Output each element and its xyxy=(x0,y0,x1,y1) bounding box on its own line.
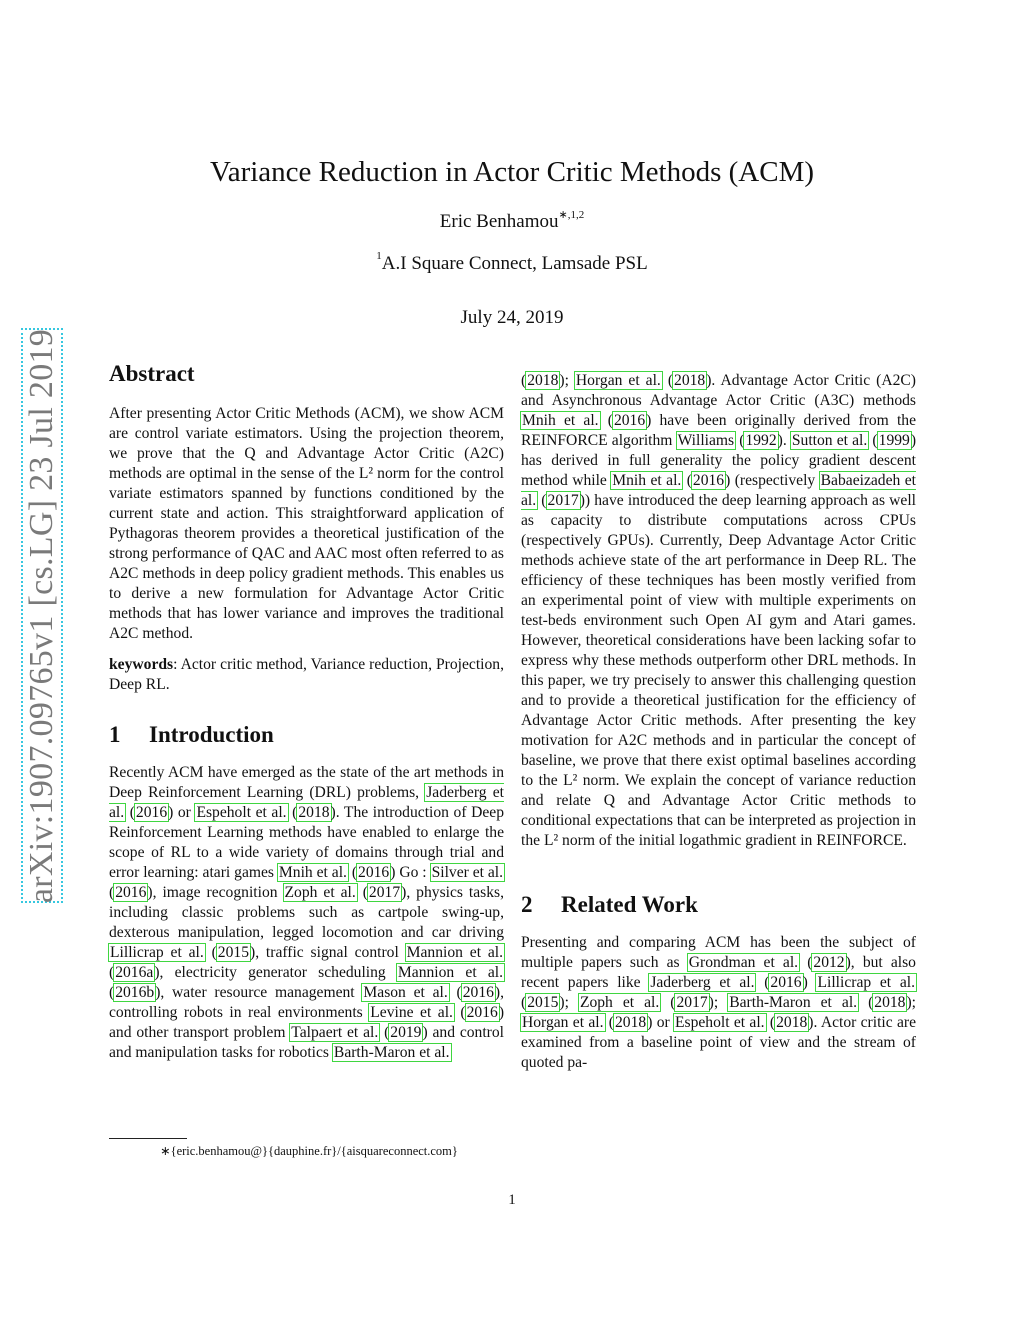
arxiv-stamp-text: arXiv:1907.09765v1 [cs.LG] 23 Jul 2019 xyxy=(23,328,61,903)
citation-year-link[interactable]: 2019 xyxy=(390,1024,422,1041)
footnote-rule xyxy=(109,1138,187,1139)
affiliation-text: A.I Square Connect, Lamsade PSL xyxy=(381,253,648,274)
citation-link[interactable]: Zoph et al. xyxy=(579,994,660,1011)
text-run: or xyxy=(656,1014,670,1031)
citation-year-link[interactable]: 2018 xyxy=(615,1014,647,1031)
text-run: , but also recent papers like xyxy=(521,954,916,991)
citation-year-link[interactable]: 2016 xyxy=(462,984,494,1001)
citation-link[interactable]: Zoph et al. xyxy=(284,884,356,901)
keywords-paragraph xyxy=(109,655,504,695)
citation-year-link[interactable]: 2018 xyxy=(776,1014,808,1031)
citation-link[interactable]: Babaeizadeh et al. xyxy=(521,472,916,509)
citation-link[interactable]: Barth-Maron et al. xyxy=(729,994,858,1011)
text-run: , water resource management xyxy=(160,984,355,1001)
text-run: The introduction of Deep Reinforcement Learning methods have enabled to enlarge the scope of RL to a wide variety of domains through trial and error learning: atari games xyxy=(109,804,504,881)
citation-link[interactable]: Horgan et al. xyxy=(522,1014,604,1031)
text-run: Recently ACM have emerged as the state of the art methods in Deep Reinforcement Learning (DRL) problems, xyxy=(109,764,504,801)
abstract-heading: Abstract xyxy=(109,361,195,386)
author-name: Eric Benhamou xyxy=(439,211,559,232)
citation-link[interactable]: Barth-Maron et al. xyxy=(333,1044,450,1061)
text-run: Advantage Actor Critic (A2C) and Asynchronous Advantage Actor Critic (A3C) methods xyxy=(521,372,916,409)
section-heading-related-work xyxy=(521,892,916,917)
citation-year-link[interactable]: 1999 xyxy=(878,432,910,449)
citation-year-link[interactable]: 2017 xyxy=(676,994,708,1011)
text-run: . Actor critic are examined from a baseline point of view and the stream of quoted pa- xyxy=(521,1014,917,1071)
citation-link[interactable]: Mannion et al. xyxy=(397,964,503,981)
text-run: has derived in full generality the policy gradient descent method while xyxy=(521,452,916,489)
citation-link[interactable]: Lillicrap et al. xyxy=(817,974,916,991)
citation-link[interactable]: Williams xyxy=(677,432,735,449)
affiliation-mark: 1 xyxy=(376,250,382,262)
section-title: Related Work xyxy=(561,892,698,917)
arxiv-identifier-stamp[interactable] xyxy=(21,328,63,903)
text-run: or xyxy=(177,804,191,821)
text-run: and other transport problem xyxy=(109,1024,286,1041)
paper-date: July 24, 2019 xyxy=(460,307,564,328)
citation-link[interactable]: Espeholt et al. xyxy=(675,1014,765,1031)
keywords-label: keywords xyxy=(109,656,174,673)
citation-link[interactable]: Levine et al. xyxy=(370,1004,453,1021)
citation-year-link[interactable]: 2012 xyxy=(813,954,845,971)
citation-link[interactable]: Mason et al. xyxy=(363,984,448,1001)
paper-title: Variance Reduction in Actor Critic Methods (ACM) xyxy=(209,156,815,188)
citation-link[interactable]: Jaderberg et al. xyxy=(109,784,504,821)
page-number: 1 xyxy=(508,1192,516,1208)
citation-year-link[interactable]: 2016a xyxy=(115,964,154,981)
footnote-email: ∗{eric.benhamou@}{dauphine.fr}/{aisquareconnect.com} xyxy=(160,1144,458,1158)
author-line xyxy=(0,211,1024,233)
citation-year-link[interactable]: 2018 xyxy=(298,804,330,821)
introduction-paragraph: Recently ACM have emerged as the state of the art methods in Deep Reinforcement Learning (DRL) problems, Jaderberg et al. (2016) or Espeholt et al. (2018). The introduction of Deep Reinforcement Learning methods have enabled to enlarge the scope of RL to a wide variety of domains through trial and error learning: atari games Mnih et al. (2016) Go : Silver et al. (2016), image recognition Zoph et al. (2017), physics tasks, including classic problems such as cartpole swing-up, dexterous manipulation, legged locomotion and car driving Lillicrap et al. (2015), traffic signal control Mannion et al. (2016a), electricity generator scheduling Mannion et al. (2016b), water resource management Mason et al. (2016), controlling robots in real environments Levine et al. (2016) and other transport problem Talpaert et al. (2019) and control and manipulation tasks for robotics Barth-Maron et al. xyxy=(109,764,505,1061)
text-run: (respectively xyxy=(734,472,816,489)
text-run: Go : xyxy=(399,864,427,881)
citation-link[interactable]: Lillicrap et al. xyxy=(110,944,204,961)
citation-link[interactable]: Espeholt et al. xyxy=(196,804,287,821)
affiliation-line xyxy=(0,250,1024,275)
author-marks: ∗,1,2 xyxy=(558,209,585,221)
text-run: Presenting and comparing ACM has been the subject of multiple papers such as xyxy=(521,934,916,971)
citation-link[interactable]: Jaderberg et al. xyxy=(650,974,755,991)
introduction-continued-paragraph: (2018); Horgan et al. (2018). Advantage Actor Critic (A2C) and Asynchronous Advantage Actor Critic (A3C) methods Mnih et al. (2016) have been originally derived from the REINFORCE algorithm Williams (1992). Sutton et al. (1999) has derived in full generality the policy gradient descent method while Mnih et al. (2016) (respectively Babaeizadeh et al. (2017)) have introduced the deep learning approach as well as capacity to distribute computations across CPUs (respectively GPUs). Currently, Deep Advantage Actor Critic methods achieve state of the art performance in Deep RL. The efficiency of these techniques has been mostly verified from an experimental point of view with multiple experiments on test-beds environment such Open AI gym and Atari games. However, theoretical considerations have been lacking sofar to express why these methods outperform other DRL methods. In this paper, we try precisely to answer this challenging question and to provide a theoretical justification for the efficiency of Advantage Actor Critic methods. After presenting the key motivation for A2C methods and in particular the concept of baseline, we prove that there exist optimal baselines according to the L² norm. We explain the concept of variance reduction and relate Q and Advantage Actor Critic methods to conditional expectations that can be interpreted as projection in the L² norm of the initial logathmic gradient in REINFORCE. xyxy=(521,372,917,849)
citation-year-link[interactable]: 2016b xyxy=(115,984,155,1001)
section-title: Introduction xyxy=(149,722,274,747)
text-run: have been originally derived from the REINFORCE algorithm xyxy=(521,412,917,449)
citation-year-link[interactable]: 2016 xyxy=(135,804,168,821)
citation-year-link[interactable]: 1992 xyxy=(745,432,777,449)
citation-year-link[interactable]: 2016 xyxy=(466,1004,498,1021)
citation-year-link[interactable]: 2016 xyxy=(770,974,802,991)
citation-link[interactable]: Mnih et al. xyxy=(612,472,682,489)
citation-year-link[interactable]: 2016 xyxy=(613,412,646,429)
citation-link[interactable]: Mannion et al. xyxy=(406,944,504,961)
section-heading-introduction xyxy=(109,722,504,747)
text-run: , traffic signal control xyxy=(255,944,399,961)
related-work-paragraph: Presenting and comparing ACM has been the subject of multiple papers such as Grondman et al. (2012), but also recent papers like Jaderberg et al. (2016) Lillicrap et al. (2015); Zoph et al. (2017); Barth-Maron et al. (2018); Horgan et al. (2018) or Espeholt et al. (2018). Actor critic are examined from a baseline point of view and the stream of quoted pa- xyxy=(521,934,917,1071)
citation-link[interactable]: Horgan et al. xyxy=(575,372,661,389)
citation-link[interactable]: Sutton et al. xyxy=(791,432,868,449)
keywords-text: : Actor critic method, Variance reduction, Projection, Deep RL. xyxy=(109,656,504,693)
text-run: , controlling robots in real environments xyxy=(109,984,505,1021)
citation-link[interactable]: Silver et al. xyxy=(431,864,504,881)
text-run: , electricity generator scheduling xyxy=(159,964,386,981)
citation-year-link[interactable]: 2016 xyxy=(115,884,147,901)
citation-year-link[interactable]: 2017 xyxy=(368,884,401,901)
citation-link[interactable]: Mnih et al. xyxy=(278,864,347,881)
text-run: , image recognition xyxy=(152,884,278,901)
citation-year-link[interactable]: 2015 xyxy=(217,944,249,961)
citation-year-link[interactable]: 2015 xyxy=(527,994,559,1011)
citation-link[interactable]: Grondman et al. xyxy=(688,954,799,971)
citation-link[interactable]: Talpaert et al. xyxy=(291,1024,379,1041)
citation-year-link[interactable]: 2018 xyxy=(527,372,559,389)
text-run: and control and manipulation tasks for robotics xyxy=(109,1024,505,1061)
text-run: , physics tasks, including classic problems such as cartpole swing-up, dexterous manipulation, legged locomotion and car driving xyxy=(109,884,504,941)
citation-year-link[interactable]: 2018 xyxy=(874,994,906,1011)
citation-year-link[interactable]: 2016 xyxy=(358,864,390,881)
citation-year-link[interactable]: 2016 xyxy=(692,472,725,489)
citation-year-link[interactable]: 2018 xyxy=(674,372,706,389)
citation-year-link[interactable]: 2017 xyxy=(547,492,579,509)
citation-link[interactable]: Mnih et al. xyxy=(522,412,599,429)
section-number: 1 xyxy=(109,722,121,747)
left-column xyxy=(109,361,505,1063)
text-run: ) have introduced the deep learning approach as well as capacity to distribute computations across CPUs (respectively GPUs). Currently, Deep Advantage Actor Critic methods achieve state of the art performance in Deep RL. The efficiency of these techniques has been mostly verified from an experimental point of view with multiple experiments on test-beds environment such Open AI gym and Atari games. However, theoretical considerations have been lacking sofar to express why these methods outperform other DRL methods. In this paper, we try precisely to answer this challenging question and to provide a theoretical justification for the efficiency of Advantage Actor Critic methods. After presenting the key motivation for A2C methods and in particular the concept of baseline, we prove that there exist optimal baselines according to the L² norm. We explain the concept of variance reduction and relate Q and Advantage Actor Critic methods to conditional expectations that can be interpreted as projection in the L² norm of the initial logathmic gradient in REINFORCE. xyxy=(521,492,917,849)
section-number: 2 xyxy=(521,892,533,917)
abstract-text: After presenting Actor Critic Methods (ACM), we show ACM are control variate estimators. Using the projection theorem, we prove that the Q and Advantage Actor Critic (A2C) methods are optimal in the sense of the L² norm for the control variate estimators spanned by functions conditioned by the current state and action. This straightforward application of Pythagoras theorem provides a theoretical justification of the strong performance of QAC and AAC most often referred to as A2C methods in deep policy gradient methods. This enables us to derive a new formulation for Advantage Actor Critic methods that has lower variance and improves the traditional A2C method. xyxy=(109,405,504,642)
right-column xyxy=(521,371,916,1073)
